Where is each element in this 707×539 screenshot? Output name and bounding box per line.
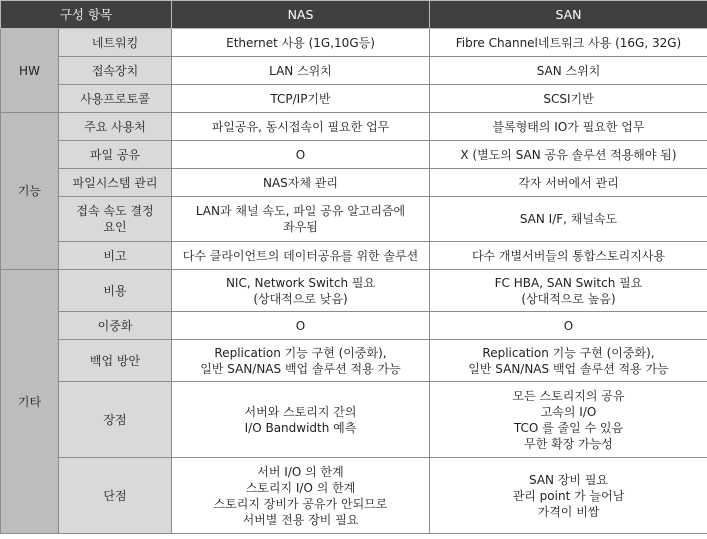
san-cell: 각자 서버에서 관리 bbox=[430, 169, 707, 197]
row-label bbox=[59, 197, 172, 242]
table-row bbox=[1, 458, 707, 534]
cell-line: 일반 SAN/NAS 백업 솔루션 적용 가능 bbox=[468, 361, 669, 376]
row-label: 파일 공유 bbox=[59, 141, 172, 169]
row-label-line: 접속 속도 결정 bbox=[76, 204, 154, 218]
row-label: 사용프로토콜 bbox=[59, 85, 172, 113]
cell-line: 고속의 I/O bbox=[540, 404, 597, 419]
san-cell bbox=[430, 382, 707, 458]
table-row bbox=[1, 382, 707, 458]
table-row bbox=[1, 340, 707, 382]
san-cell: SAN 스위치 bbox=[430, 57, 707, 85]
row-label: 주요 사용처 bbox=[59, 113, 172, 141]
cell-line: (상대적으로 높음) bbox=[521, 291, 616, 306]
cell-line: LAN과 채널 속도, 파일 공유 알고리즘에 bbox=[195, 204, 406, 218]
table-row bbox=[1, 57, 707, 85]
group-hw: HW bbox=[1, 29, 59, 113]
cell-line: TCO 를 줄일 수 있음 bbox=[513, 420, 624, 435]
header-san: SAN bbox=[430, 1, 707, 29]
cell-line: 무한 확장 가능성 bbox=[524, 436, 613, 451]
row-label: 접속장치 bbox=[59, 57, 172, 85]
header-row bbox=[1, 1, 707, 29]
san-cell bbox=[430, 458, 707, 534]
san-cell: X (별도의 SAN 공유 솔루션 적용해야 됨) bbox=[430, 141, 707, 169]
nas-cell: O bbox=[172, 312, 430, 340]
nas-cell bbox=[172, 382, 430, 458]
header-nas: NAS bbox=[172, 1, 430, 29]
row-label-line: 요인 bbox=[103, 220, 127, 234]
san-cell: Fibre Channel네트워크 사용 (16G, 32G) bbox=[430, 29, 707, 57]
table-row bbox=[1, 242, 707, 270]
cell-line: Replication 기능 구현 (이중화), bbox=[482, 345, 655, 360]
table-row bbox=[1, 29, 707, 57]
cell-line: 가격이 비쌈 bbox=[537, 504, 600, 519]
nas-cell bbox=[172, 458, 430, 534]
san-cell: 블록형태의 IO가 필요한 업무 bbox=[430, 113, 707, 141]
row-label: 이중화 bbox=[59, 312, 172, 340]
nas-cell: Ethernet 사용 (1G,10G등) bbox=[172, 29, 430, 57]
san-cell bbox=[430, 340, 707, 382]
cell-line: 서버별 전용 장비 필요 bbox=[242, 512, 359, 527]
nas-cell: LAN 스위치 bbox=[172, 57, 430, 85]
group-etc: 기타 bbox=[1, 270, 59, 534]
cell-line: 서버 I/O 의 한계 bbox=[257, 464, 344, 479]
row-label: 파일시스템 관리 bbox=[59, 169, 172, 197]
table-row bbox=[1, 169, 707, 197]
cell-line: 스토리지 장비가 공유가 안되므로 bbox=[213, 496, 388, 511]
nas-cell: 파일공유, 동시접속이 필요한 업무 bbox=[172, 113, 430, 141]
table-row bbox=[1, 270, 707, 312]
san-cell: 다수 개별서버들의 통합스토리지사용 bbox=[430, 242, 707, 270]
table-row bbox=[1, 113, 707, 141]
cell-line: (상대적으로 낮음) bbox=[253, 291, 348, 306]
san-cell bbox=[430, 270, 707, 312]
cell-line: 스토리지 I/O 의 한계 bbox=[245, 480, 356, 495]
nas-cell: TCP/IP기반 bbox=[172, 85, 430, 113]
cell-line: FC HBA, SAN Switch 필요 bbox=[494, 275, 643, 290]
nas-cell: 다수 클라이언트의 데이터공유를 위한 솔루션 bbox=[172, 242, 430, 270]
nas-cell bbox=[172, 270, 430, 312]
group-func: 기능 bbox=[1, 113, 59, 270]
san-cell: SAN I/F, 채널속도 bbox=[430, 197, 707, 242]
san-cell: SCSI기반 bbox=[430, 85, 707, 113]
san-cell: O bbox=[430, 312, 707, 340]
cell-line: 좌우됨 bbox=[283, 220, 318, 234]
cell-line: 관리 point 가 늘어남 bbox=[512, 488, 625, 503]
cell-line: SAN 장비 필요 bbox=[528, 472, 609, 487]
cell-line: NIC, Network Switch 필요 bbox=[225, 275, 376, 290]
nas-cell: O bbox=[172, 141, 430, 169]
table-row bbox=[1, 141, 707, 169]
nas-cell bbox=[172, 197, 430, 242]
cell-line: I/O Bandwidth 예측 bbox=[244, 420, 357, 435]
header-item: 구성 항목 bbox=[1, 1, 172, 29]
row-label: 단점 bbox=[59, 458, 172, 534]
row-label: 네트워킹 bbox=[59, 29, 172, 57]
table-row bbox=[1, 197, 707, 242]
nas-cell bbox=[172, 340, 430, 382]
nas-cell: NAS자체 관리 bbox=[172, 169, 430, 197]
cell-line: Replication 기능 구현 (이중화), bbox=[214, 345, 387, 360]
row-label: 비고 bbox=[59, 242, 172, 270]
row-label: 백업 방안 bbox=[59, 340, 172, 382]
cell-line: 모든 스토리지의 공유 bbox=[512, 388, 625, 403]
row-label: 비용 bbox=[59, 270, 172, 312]
row-label: 장점 bbox=[59, 382, 172, 458]
cell-line: 서버와 스토리지 간의 bbox=[244, 404, 357, 419]
table-row bbox=[1, 312, 707, 340]
cell-line: 일반 SAN/NAS 백업 솔루션 적용 가능 bbox=[200, 361, 401, 376]
table-row bbox=[1, 85, 707, 113]
